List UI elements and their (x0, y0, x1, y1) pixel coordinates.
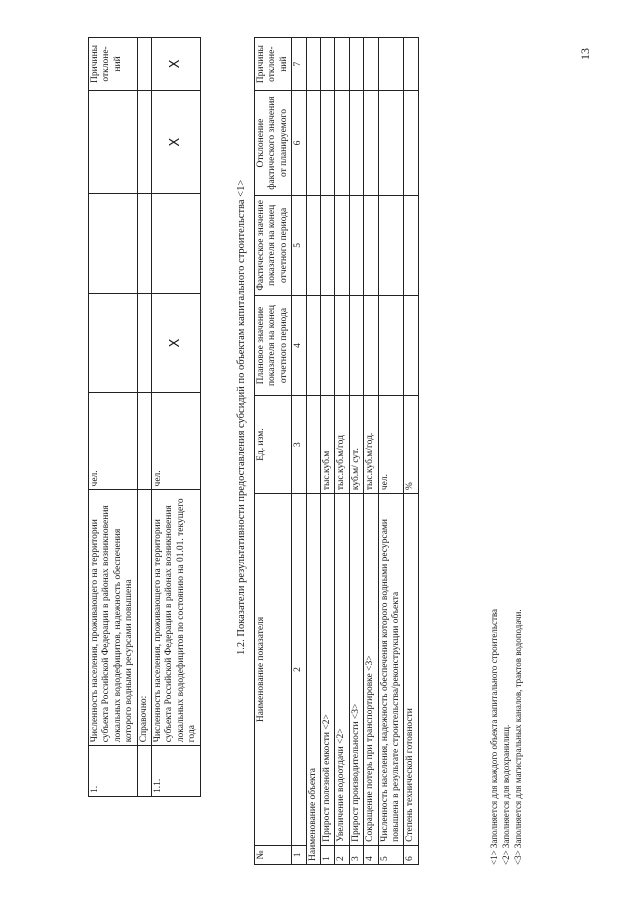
indicator-name: Степень технической готовности (404, 494, 418, 846)
unit-cell: чел. (378, 396, 404, 494)
row-number: 2 (335, 845, 349, 864)
footnotes (488, 609, 524, 865)
row-number: 5 (378, 845, 404, 864)
col-number: 2 (292, 494, 306, 846)
indicator-name: Сокращение потерь при транспортировке <3> (364, 494, 378, 846)
footnote: <3> Заполняется для магистральных каналов, трактов водоподачи. (513, 609, 524, 865)
row-number: 3 (349, 845, 363, 864)
capital-construction-indicators-table (254, 37, 419, 865)
section-title: 1.2. Показатели результативности предоставления субсидий по объектам капитального строительства <1> (236, 179, 247, 655)
reference-label: Справочно: (137, 490, 151, 746)
row-number: 1 (320, 845, 334, 864)
indicators-table-continuation (88, 37, 201, 797)
indicator-name: Численность населения, надежность обеспечения которого водными ресурсами повышена в результате строительства/реконструкции объекта (378, 494, 404, 846)
col-number: 4 (292, 295, 306, 395)
table-row (89, 38, 138, 797)
unit-cell: чел. (89, 393, 138, 490)
actual-cell (89, 194, 138, 293)
col-number: 7 (292, 38, 306, 91)
unit-cell: куб.м/ сут. (349, 396, 363, 494)
table-row (320, 38, 334, 865)
unit-cell: тыс.куб.м/год (335, 396, 349, 494)
row-number: 1. (89, 746, 138, 797)
col-number: 6 (292, 91, 306, 195)
planned-cell (89, 293, 138, 392)
table-row (137, 38, 151, 797)
unit-cell: тыс.куб.м/год. (364, 396, 378, 494)
table-row (335, 38, 349, 865)
table-row (151, 38, 200, 797)
indicator-name: Численность населения, проживающего на территории субъекта Российской Федерации в районах возникновения локальных вододефицитов, надежность обеспечения которого водными ресурсами повышена (89, 490, 138, 746)
header-reasons: Причины отклоне-ний (255, 38, 292, 91)
table-row (364, 38, 378, 865)
header-num: № (255, 845, 292, 864)
col-number: 3 (292, 396, 306, 494)
column-number-row (292, 38, 306, 865)
unit-cell: тыс.куб.м (320, 396, 334, 494)
cross-mark: X (151, 293, 200, 392)
unit-cell: чел. (151, 393, 200, 490)
footnote: <2> Заполняется для водохранилищ. (501, 724, 512, 865)
table-row (349, 38, 363, 865)
page-number: 13 (578, 48, 592, 60)
header-actual: Фактическое значение показателя на конец отчетного периода (255, 195, 292, 295)
header-planned: Плановое значение показателя на конец отчетного периода (255, 295, 292, 395)
cross-mark: X (151, 38, 200, 91)
unit-cell: % (404, 396, 418, 494)
cross-mark: X (151, 90, 200, 194)
indicator-name: Прирост производительности <3> (349, 494, 363, 846)
object-name-row (306, 38, 320, 865)
indicator-name: Прирост полезной емкости <2> (320, 494, 334, 846)
object-name-label: Наименование объекта (306, 494, 320, 865)
reasons-header: Причины отклоне-ний (89, 38, 138, 91)
col-number: 1 (292, 845, 306, 864)
indicator-name: Увеличение водоотдачи <2> (335, 494, 349, 846)
deviation-cell (89, 90, 138, 194)
table-row (378, 38, 404, 865)
row-number: 1.1. (151, 746, 200, 797)
footnote: <1> Заполняется для каждого объекта капитального строительства (489, 608, 499, 865)
row-number: 4 (364, 845, 378, 864)
header-unit: Ед. изм. (255, 396, 292, 494)
table-row (404, 38, 418, 865)
indicator-name: Численность населения, проживающего на территории субъекта Российской Федерации в районах возникновения локальных вододефицитов по состоянию на 01.01. текущего года (151, 490, 200, 746)
row-number: 6 (404, 845, 418, 864)
col-number: 5 (292, 195, 306, 295)
header-deviation: Отклонение фактического значения от планируемого (255, 91, 292, 195)
header-row (255, 38, 292, 865)
header-name: Наименование показателя (255, 494, 292, 846)
actual-cell (151, 194, 200, 293)
